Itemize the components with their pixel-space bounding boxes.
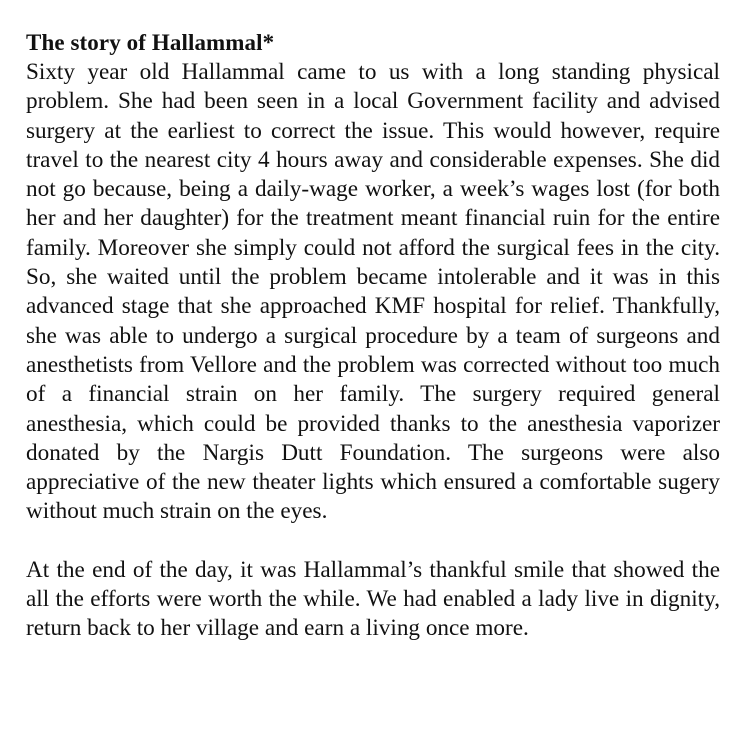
story-title: The story of Hallammal* <box>26 30 275 55</box>
story-document <box>26 28 720 644</box>
story-paragraph-1: Sixty year old Hallammal came to us with a long standing physical problem. She had been seen in a local Government facility and advised surgery at the earliest to correct the issue. This would however, require travel to the nearest city 4 hours away and considerable expenses. She did not go because, being a daily-wage worker, a week’s wages lost (for both her and her daughter) for the treatment meant financial ruin for the entire family. Moreover she simply could not afford the surgical fees in the city. So, she waited until the problem became intolerable and it was in this advanced stage that she approached KMF hospital for relief. Thankfully, she was able to undergo a surgical procedure by a team of surgeons and anesthetists from Vellore and the problem was corrected without too much of a financial strain on her family. The surgery required general anesthesia, which could be provided thanks to the anesthesia vaporizer donated by the Nargis Dutt Foundation. The surgeons were also appreciative of the new theater lights which ensured a comfortable sugery without much strain on the eyes. <box>26 59 720 525</box>
story-paragraph-2: At the end of the day, it was Hallammal’s thankful smile that showed the all the efforts were worth the while. We had enabled a lady live in dignity, return back to her village and earn a living once more. <box>26 556 720 642</box>
